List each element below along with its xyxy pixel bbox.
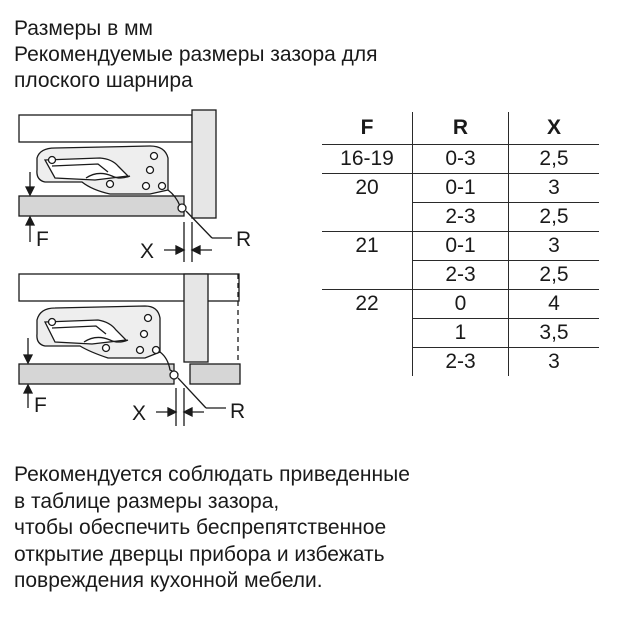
cell-f-empty — [322, 261, 413, 290]
cell-x: 3,5 — [509, 319, 600, 348]
cell-x: 2,5 — [509, 261, 600, 290]
note-line: открытие дверцы прибора и избежать — [14, 542, 385, 566]
table-row — [322, 174, 599, 203]
cell-r: 2-3 — [413, 261, 509, 290]
bottom-hinge-drawing — [19, 274, 240, 426]
table-row — [322, 348, 599, 377]
top-hinge-drawing — [19, 110, 232, 262]
cell-x: 3 — [509, 232, 600, 261]
hinge-diagram — [0, 0, 320, 460]
bottom-f-label: F — [34, 394, 47, 417]
table-row — [322, 319, 599, 348]
cell-x: 2,5 — [509, 145, 600, 174]
cell-f: 16-19 — [322, 145, 413, 174]
table-header-row — [322, 112, 599, 145]
bottom-x-label: X — [132, 402, 147, 425]
cell-r: 2-3 — [413, 203, 509, 232]
table-row — [322, 145, 599, 174]
cell-f: 22 — [355, 292, 379, 315]
note-line: чтобы обеспечить беспрепятственное — [14, 516, 387, 539]
cell-f-empty — [322, 348, 413, 377]
cell-x: 3 — [509, 348, 600, 377]
cell-r: 0-3 — [413, 145, 509, 174]
heading-title-cont: плоского шарнира — [14, 69, 193, 92]
bottom-r-label: R — [230, 400, 246, 423]
note-line: Рекомендуется соблюдать приведенные — [14, 463, 410, 486]
top-x-label: X — [140, 240, 155, 263]
cell-x: 3 — [509, 174, 600, 203]
table-row — [322, 203, 599, 232]
cell-r: 0-1 — [413, 174, 509, 203]
table-row — [322, 290, 599, 319]
header-x: X — [509, 112, 600, 145]
heading-title: Рекомендуемые размеры зазора для — [14, 43, 378, 66]
header-r: R — [413, 112, 509, 145]
cell-r: 1 — [413, 319, 509, 348]
cell-f-empty — [322, 319, 413, 348]
note-line: повреждения кухонной мебели. — [14, 569, 323, 592]
table-row — [322, 261, 599, 290]
note-line: в таблице размеры зазора, — [14, 489, 280, 513]
table-row — [322, 232, 599, 261]
cell-r: 2-3 — [413, 348, 509, 377]
cell-x: 4 — [509, 290, 600, 319]
top-r-label: R — [236, 228, 252, 251]
recommendation-note — [14, 462, 410, 595]
header-f: F — [322, 112, 413, 145]
cell-r: 0 — [413, 290, 509, 319]
heading-units: Размеры в мм — [14, 17, 153, 40]
cell-r: 0-1 — [413, 232, 509, 261]
top-f-label: F — [36, 228, 49, 251]
cell-f-empty — [322, 203, 413, 232]
gap-size-table — [322, 112, 599, 376]
cell-f: 20 — [355, 176, 379, 199]
cell-f: 21 — [355, 234, 379, 257]
cell-x: 2,5 — [509, 203, 600, 232]
